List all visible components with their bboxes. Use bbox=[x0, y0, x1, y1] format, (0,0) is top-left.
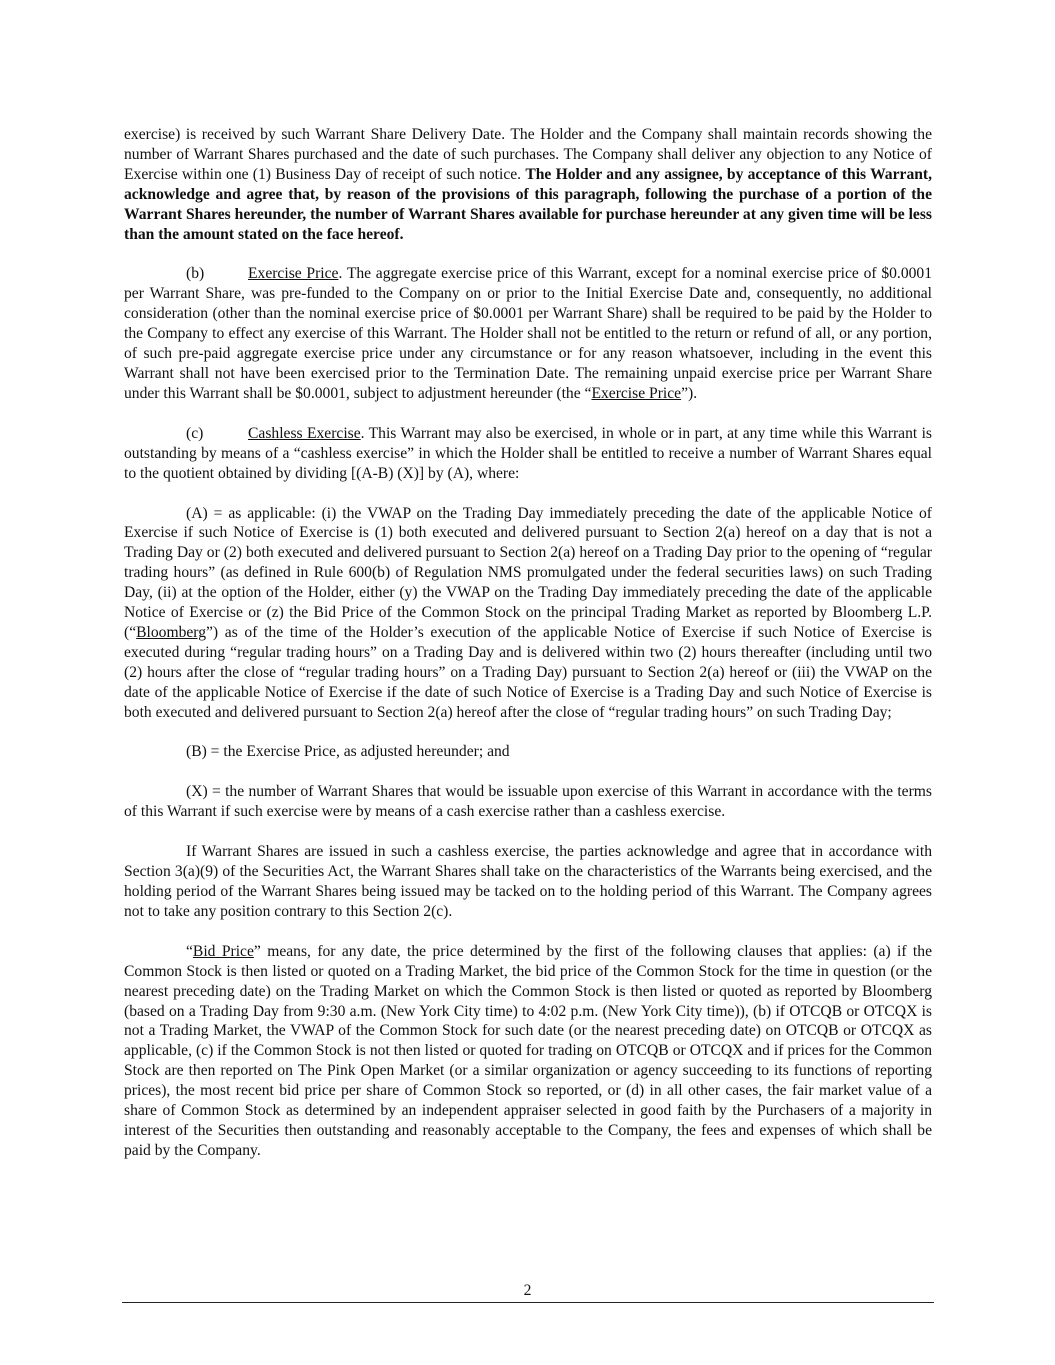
section-label: (c) bbox=[186, 424, 204, 442]
paragraph-text: exercise) is received by such Warrant Share Delivery Date. The Holder and the Company shall maintain records showing the number of Warrant Shares purchased and the date of such purchases. The Company shall deliver any objection to any Notice of Exercise within one (1) Business Day of receipt of such notice. bbox=[124, 126, 932, 183]
footer-divider bbox=[122, 1302, 934, 1303]
paragraph-text-end: ”). bbox=[681, 384, 698, 402]
page-number: 2 bbox=[523, 1282, 532, 1299]
paragraph-cashless-securities-act bbox=[124, 842, 932, 922]
paragraph-text: . This Warrant may also be exercised, in whole or in part, at any time while this Warrant is outstanding by means of a “cashless exercise” in which the Holder shall be entitled to receive a number of Warrant Shares equal to the quotient obtained by dividing [(A-B) (X)] by (A), where: bbox=[124, 424, 933, 482]
paragraph-text: (A) = as applicable: (i) the VWAP on the Trading Day immediately preceding the date of the applicable Notice of Exercise if such Notice of Exercise is (1) both executed and delivered pursuant to Section 2(a) hereof on a day that is not a Trading Day or (2) both executed and delivered pursuant to Section 2(a) hereof on a Trading Day prior to the opening of “regular trading hours” (as defined in Rule 600(b) of Regulation NMS promulgated under the federal securities laws) on such Trading Day, (ii) at the option of the Holder, either (y) the VWAP on the Trading Day immediately preceding the date of the applicable Notice of Exercise or (z) the Bid Price of the Common Stock on the principal Trading Market as reported by Bloomberg L.P. (“ bbox=[124, 504, 932, 641]
document-body bbox=[124, 125, 932, 1181]
paragraph-cashless-exercise bbox=[124, 424, 932, 484]
paragraph-text: (X) = the number of Warrant Shares that would be issuable upon exercise of this Warrant in accordance with the terms of this Warrant if such exercise were by means of a cash exercise rather than a cashless exercise. bbox=[124, 783, 932, 821]
defined-term: Bloomberg bbox=[136, 623, 207, 641]
bold-acknowledgement-text: The Holder and any assignee, by acceptance of this Warrant, acknowledge and agree that, by reason of the provisions of this paragraph, following the purchase of a portion of the Warrant Shares hereunder, the number of Warrant Shares available for purchase hereunder at any given time will be less than the amount stated on the face hereof. bbox=[124, 165, 933, 243]
paragraph-warrant-records bbox=[124, 125, 932, 244]
defined-term: Bid Price bbox=[192, 942, 254, 960]
paragraph-text: . The aggregate exercise price of this Warrant, except for a nominal exercise price of $0.0001 per Warrant Share, was pre-funded to the Company on or prior to the Initial Exercise Date and, consequently, no additional consideration (other than the nominal exercise price of $0.0001 per Warrant Share) shall be required to be paid by the Holder to the Company to effect any exercise of this Warrant. The Holder shall not be entitled to the return or refund of all, or any portion, of such pre-paid aggregate exercise price under any circumstance or for any reason whatsoever, including in the event this Warrant shall not have been exercised prior to the Termination Date. The remaining unpaid exercise price per Warrant Share under this Warrant shall be $0.0001, subject to adjustment hereunder (the “ bbox=[124, 265, 933, 402]
paragraph-definition-x bbox=[124, 782, 932, 822]
paragraph-text: ” means, for any date, the price determined by the first of the following clauses that applies: (a) if the Common Stock is then listed or quoted on a Trading Market, the bid price of the Common Stock for the time in question (or the nearest preceding date) on the Trading Market on which the Common Stock is then listed or quoted as reported by Bloomberg (based on a Trading Day from 9:30 a.m. (New York City time) to 4:02 p.m. (New York City time)), (b) if OTCQB or OTCQX is not a Trading Market, the VWAP of the Common Stock for such date (or the nearest preceding date) on OTCQB or OTCQX as applicable, (c) if the Common Stock is not then listed or quoted for trading on OTCQB or OTCQX and if prices for the Common Stock are then reported on The Pink Open Market (or a similar organization or agency succeeding to its functions of reporting prices), the most recent bid price per share of Common Stock so reported, or (d) in all other cases, the fair market value of a share of Common Stock as determined by an independent appraiser selected in good faith by the Purchasers of a majority in interest of the Securities then outstanding and reasonably acceptable to the Company, the fees and expenses of which shall be paid by the Company. bbox=[124, 942, 932, 1159]
open-quote: “ bbox=[186, 942, 193, 960]
defined-term: Exercise Price bbox=[591, 384, 682, 402]
section-heading: Exercise Price bbox=[248, 265, 339, 283]
section-label: (b) bbox=[186, 265, 205, 283]
paragraph-exercise-price bbox=[124, 264, 932, 403]
paragraph-bid-price-definition bbox=[124, 942, 932, 1161]
paragraph-text: If Warrant Shares are issued in such a cashless exercise, the parties acknowledge and agree that in accordance with Section 3(a)(9) of the Securities Act, the Warrant Shares shall take on the characteristics of the Warrants being exercised, and the holding period of the Warrant Shares being issued may be tacked on to the holding period of this Warrant. The Company agrees not to take any position contrary to this Section 2(c). bbox=[124, 843, 932, 920]
paragraph-text: (B) = the Exercise Price, as adjusted hereunder; and bbox=[186, 743, 510, 761]
paragraph-definition-a bbox=[124, 504, 932, 723]
paragraph-text-end: ”) as of the time of the Holder’s execution of the applicable Notice of Exercise if such Notice of Exercise is executed during “regular trading hours” on a Trading Day and is delivered within two (2) hours thereafter (including until two (2) hours after the close of “regular trading hours” on a Trading Day) pursuant to Section 2(a) hereof or (iii) the VWAP on the date of the applicable Notice of Exercise if the date of such Notice of Exercise is a Trading Day and such Notice of Exercise is both executed and delivered pursuant to Section 2(a) hereof after the close of “regular trading hours” on such Trading Day; bbox=[124, 623, 932, 721]
paragraph-definition-b bbox=[124, 742, 932, 762]
section-heading: Cashless Exercise bbox=[248, 424, 361, 442]
